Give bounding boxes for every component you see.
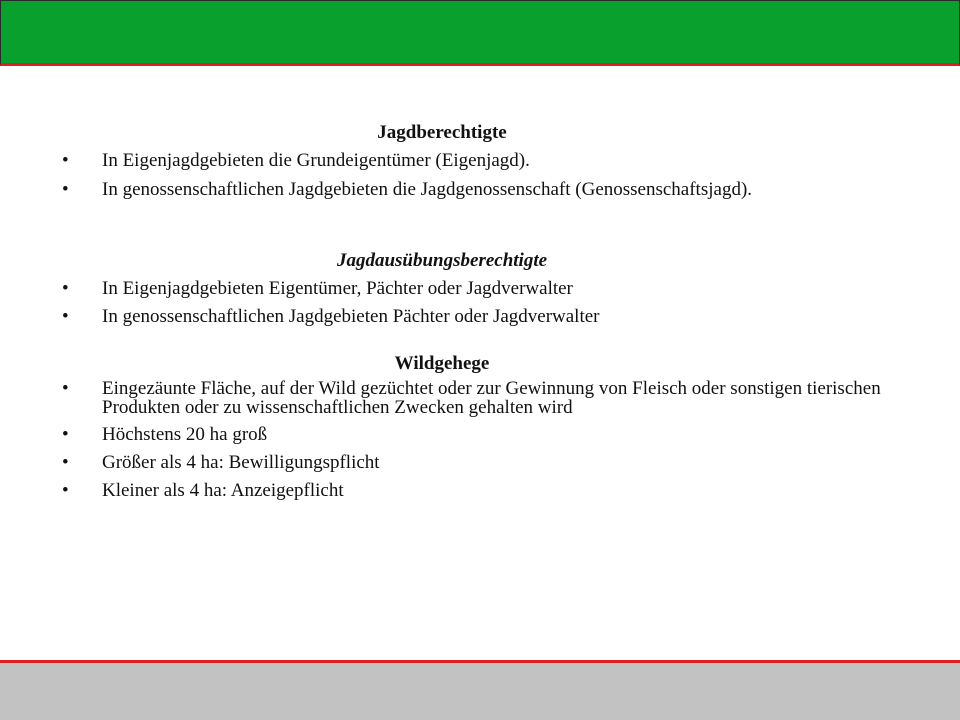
bullet-list bbox=[62, 379, 942, 502]
bullet-icon: • bbox=[62, 377, 69, 399]
list-item bbox=[62, 424, 942, 445]
bullet-icon: • bbox=[62, 423, 69, 445]
list-item bbox=[62, 150, 942, 171]
bullet-list bbox=[62, 150, 942, 200]
header-bar bbox=[0, 0, 960, 66]
list-item-text: In genossenschaftlichen Jagdgebieten Pächter oder Jagdverwalter bbox=[102, 306, 600, 328]
list-item-text: In Eigenjagdgebieten die Grundeigentümer (Eigenjagd). bbox=[102, 150, 530, 172]
section-title: Jagdausübungsberechtigte bbox=[336, 249, 548, 271]
section-jagdberechtigte bbox=[62, 122, 942, 200]
list-item bbox=[62, 452, 942, 473]
list-item bbox=[62, 480, 942, 501]
section-wildgehege bbox=[62, 353, 942, 502]
list-item bbox=[62, 179, 942, 200]
list-item-text: Kleiner als 4 ha: Anzeigepflicht bbox=[102, 480, 344, 502]
list-item-text: In genossenschaftlichen Jagdgebieten die Jagdgenossenschaft (Genossenschaftsjagd). bbox=[102, 178, 753, 200]
bullet-icon: • bbox=[62, 150, 69, 172]
bullet-icon: • bbox=[62, 306, 69, 328]
section-jagdausuebungsberechtigte bbox=[62, 250, 942, 328]
list-item bbox=[62, 278, 942, 299]
bullet-list bbox=[62, 278, 942, 328]
bullet-icon: • bbox=[62, 452, 69, 474]
list-item bbox=[62, 379, 942, 417]
list-item bbox=[62, 306, 942, 327]
bullet-icon: • bbox=[62, 480, 69, 502]
list-item-text: In Eigenjagdgebieten Eigentümer, Pächter oder Jagdverwalter bbox=[102, 278, 573, 300]
bullet-icon: • bbox=[62, 278, 69, 300]
slide-content bbox=[62, 120, 942, 502]
footer-bar bbox=[0, 660, 960, 720]
section-title: Wildgehege bbox=[394, 352, 490, 374]
list-item-text: Eingezäunte Fläche, auf der Wild gezüchtet oder zur Gewinnung von Fleisch oder sonstigen tierischen Produkten oder zu wissenschaftlichen Zwecken gehalten wird bbox=[102, 377, 881, 418]
bullet-icon: • bbox=[62, 178, 69, 200]
list-item-text: Größer als 4 ha: Bewilligungspflicht bbox=[102, 452, 380, 474]
section-title: Jagdberechtigte bbox=[377, 122, 507, 143]
list-item-text: Höchstens 20 ha groß bbox=[102, 423, 268, 445]
